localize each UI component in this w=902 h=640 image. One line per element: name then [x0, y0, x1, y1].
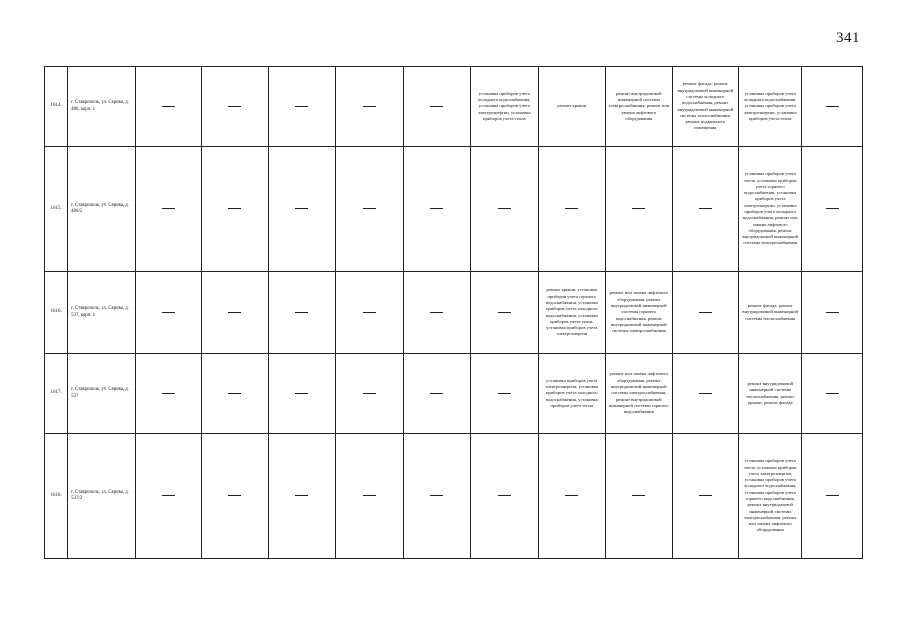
- dash-mark: [295, 495, 308, 496]
- dash-mark: [498, 312, 511, 313]
- work-cell: [802, 67, 863, 147]
- dash-mark: [295, 393, 308, 394]
- work-cell: ремонт фасада, ремонт внутридомовой инженерной системы холодного водоснабжения, ремонт внутридомовой инженерной системы теплоснабжения, ремонт подвального помещения: [672, 67, 738, 147]
- work-cell: [403, 67, 470, 147]
- work-cell: [538, 434, 605, 559]
- work-cell: ремонт внутридомовой инженерной системы теплоснабжения, ремонт крыши, ремонт фасада: [739, 354, 802, 434]
- dash-mark: [162, 208, 175, 209]
- work-cell: [802, 272, 863, 354]
- row-address: г. Ставрополь, ул. Серова, д. 537: [68, 354, 135, 434]
- dash-mark: [826, 393, 839, 394]
- work-cell: [336, 434, 403, 559]
- dash-mark: [430, 495, 443, 496]
- dash-mark: [162, 495, 175, 496]
- dash-mark: [632, 208, 645, 209]
- work-cell: [268, 67, 335, 147]
- dash-mark: [826, 208, 839, 209]
- dash-mark: [699, 208, 712, 209]
- dash-mark: [363, 106, 376, 107]
- work-cell: [336, 272, 403, 354]
- dash-mark: [632, 495, 645, 496]
- dash-mark: [565, 208, 578, 209]
- row-address: г. Ставрополь, ул. Серова, д. 486, корп. 1: [68, 67, 135, 147]
- work-cell: ремонт внутридомовой инженерной системы электроснабжения, ремонт или замена лифтового оборудования: [606, 67, 672, 147]
- work-cell: [336, 147, 403, 272]
- work-cell: [672, 272, 738, 354]
- work-cell: [336, 354, 403, 434]
- work-cell: [268, 147, 335, 272]
- work-cell: [268, 354, 335, 434]
- row-address: г. Ставрополь, ул. Серова, д. 486/2: [68, 147, 135, 272]
- work-cell: [135, 434, 201, 559]
- work-cell: ремонт или замена лифтового оборудования, ремонт внутридомовой инженерной системы электроснабжения, ремонт внутридомовой инженерной системы горячего водоснабжения: [606, 354, 672, 434]
- work-cell: [403, 272, 470, 354]
- row-number: 1617.: [45, 354, 68, 434]
- work-cell: [538, 147, 605, 272]
- dash-mark: [162, 393, 175, 394]
- dash-mark: [498, 393, 511, 394]
- work-cell: [202, 67, 268, 147]
- work-cell: [202, 272, 268, 354]
- row-number: 1615.: [45, 147, 68, 272]
- dash-mark: [498, 495, 511, 496]
- dash-mark: [228, 208, 241, 209]
- work-cell: [403, 434, 470, 559]
- dash-mark: [565, 495, 578, 496]
- work-cell: ремонт крыши: [538, 67, 605, 147]
- work-cell: [403, 354, 470, 434]
- row-address: г. Ставрополь, ул. Серова, д. 537/2: [68, 434, 135, 559]
- dash-mark: [162, 312, 175, 313]
- dash-mark: [826, 106, 839, 107]
- page-number: 341: [836, 30, 860, 46]
- work-cell: [606, 434, 672, 559]
- work-cell: [471, 272, 538, 354]
- work-cell: [802, 434, 863, 559]
- dash-mark: [162, 106, 175, 107]
- work-cell: [802, 354, 863, 434]
- work-cell: установка приборов учета холодного водоснабжения, установка приборов учета электроэнергии, установка приборов учета тепла: [471, 67, 538, 147]
- table-row: [45, 147, 863, 272]
- table-row: [45, 434, 863, 559]
- work-cell: ремонт или замена лифтового оборудования, ремонт внутридомовой инженерной системы горячего водоснабжения, ремонт внутридомовой инженерной системы электроснабжения: [606, 272, 672, 354]
- dash-mark: [228, 393, 241, 394]
- work-cell: [471, 147, 538, 272]
- row-number: 1618.: [45, 434, 68, 559]
- dash-mark: [699, 495, 712, 496]
- dash-mark: [363, 208, 376, 209]
- work-cell: ремонт фасада, ремонт внутридомовой инженерной системы теплоснабжения: [739, 272, 802, 354]
- work-cell: [135, 147, 201, 272]
- work-cell: установка приборов учета тепла, установка приборов учета электроэнергии, установка приборов учета холодного водоснабжения, установка приборов учета горячего водоснабжения, ремонт внутридомовой инженерной системы электроснабжения, ремонт или замена лифтового оборудования: [739, 434, 802, 559]
- row-address: г. Ставрополь, ул. Серова, д. 537, корп. 1: [68, 272, 135, 354]
- dash-mark: [295, 106, 308, 107]
- table-row: [45, 67, 863, 147]
- dash-mark: [363, 495, 376, 496]
- dash-mark: [498, 208, 511, 209]
- work-cell: [672, 147, 738, 272]
- work-cell: [202, 434, 268, 559]
- dash-mark: [699, 312, 712, 313]
- capital-repair-table: [44, 66, 863, 559]
- work-cell: [606, 147, 672, 272]
- dash-mark: [430, 393, 443, 394]
- work-cell: [802, 147, 863, 272]
- work-cell: [471, 354, 538, 434]
- work-cell: установка приборов учета тепла, установка приборов учета горячего водоснабжения, установка приборов учета электроэнергии, установка приборов учета холодного водоснабжения, ремонт или замена лифтового оборудования, ремонт внутридомовой инженерной системы электроснабжения: [739, 147, 802, 272]
- dash-mark: [228, 495, 241, 496]
- work-cell: установка приборов учета электроэнергии, установка приборов учета холодного водоснабжения, установка приборов учета тепла: [538, 354, 605, 434]
- work-cell: [135, 67, 201, 147]
- dash-mark: [228, 106, 241, 107]
- dash-mark: [826, 312, 839, 313]
- row-number: 1616.: [45, 272, 68, 354]
- table-row: [45, 272, 863, 354]
- work-cell: [268, 272, 335, 354]
- row-number: 1614.: [45, 67, 68, 147]
- work-cell: [471, 434, 538, 559]
- work-cell: [672, 354, 738, 434]
- dash-mark: [363, 312, 376, 313]
- table-row: [45, 354, 863, 434]
- dash-mark: [430, 106, 443, 107]
- work-cell: ремонт крыши, установка приборов учета горячего водоснабжения, установка приборов учета холодного водоснабжения, установка приборов учета тепла, установка приборов учета электроэнергии: [538, 272, 605, 354]
- dash-mark: [295, 208, 308, 209]
- work-cell: [202, 354, 268, 434]
- work-cell: [202, 147, 268, 272]
- work-cell: установка приборов учета холодного водоснабжения, установка приборов учета электроэнергии, установка приборов учета тепла: [739, 67, 802, 147]
- dash-mark: [826, 495, 839, 496]
- work-cell: [672, 434, 738, 559]
- dash-mark: [430, 312, 443, 313]
- work-cell: [135, 272, 201, 354]
- dash-mark: [699, 393, 712, 394]
- work-cell: [135, 354, 201, 434]
- work-cell: [336, 67, 403, 147]
- dash-mark: [295, 312, 308, 313]
- work-cell: [268, 434, 335, 559]
- work-cell: [403, 147, 470, 272]
- dash-mark: [228, 312, 241, 313]
- dash-mark: [363, 393, 376, 394]
- dash-mark: [430, 208, 443, 209]
